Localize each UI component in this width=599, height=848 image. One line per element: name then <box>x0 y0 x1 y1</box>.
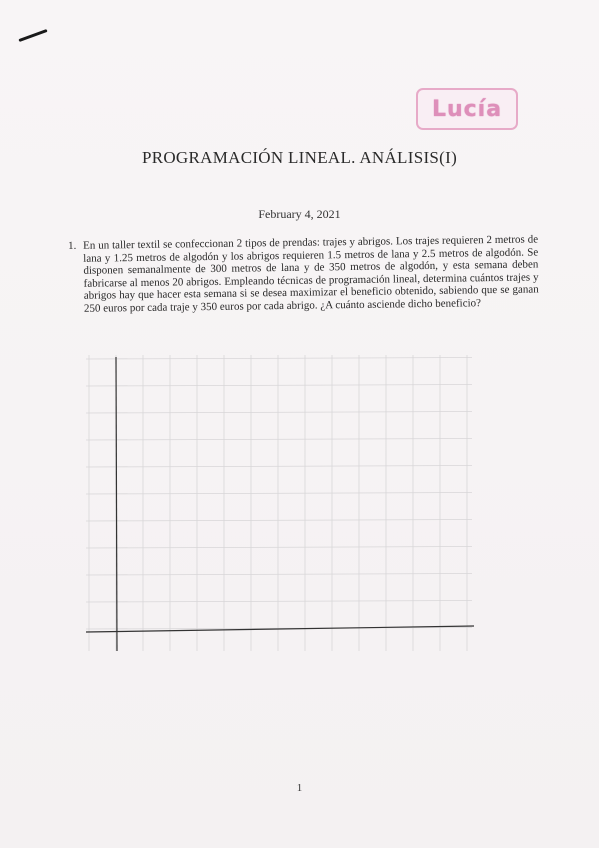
graph-grid <box>86 355 476 655</box>
stamp-text: Lucía <box>431 96 503 122</box>
name-stamp <box>416 88 518 130</box>
grid-line-horizontal <box>86 520 472 522</box>
problem-statement <box>68 233 539 315</box>
exam-date: February 4, 2021 <box>258 207 341 221</box>
grid-line-horizontal <box>86 385 472 387</box>
grid-lines <box>86 355 472 651</box>
grid-line-horizontal <box>86 493 472 495</box>
grid-line-horizontal <box>86 547 472 549</box>
grid-line-horizontal <box>86 574 472 576</box>
grid-line-horizontal <box>86 358 472 360</box>
page-title: PROGRAMACIÓN LINEAL. ANÁLISIS(I) <box>141 148 458 167</box>
problem-number: 1. <box>68 239 77 252</box>
pen-mark <box>18 29 47 42</box>
grid-line-horizontal <box>86 412 472 414</box>
grid-line-horizontal <box>86 466 472 468</box>
grid-line-horizontal <box>86 439 472 441</box>
problem-text: En un taller textil se confeccionan 2 tipos de prendas: trajes y abrigos. Los trajes requieren 2 metros de lana y 1.25 metros de algodón y los abrigos requieren 1.5 metros de lana y 2.5 metros de algodón. Se disponen semanalmente de 300 metros de lana y de 350 metros de algodón, y esta semana deben fabricarse al menos 20 abrigos. Empleando técnicas de programación lineal, determina cuántos trajes y abrigos hay que hacer esta semana si se desea maximizar el beneficio obtenido, sabiendo que se ganan 250 euros por cada traje y 350 euros por cada abrigo. ¿A cuánto asciende dicho beneficio? <box>82 233 539 315</box>
page-number: 1 <box>296 782 303 794</box>
grid-line-horizontal <box>86 601 472 603</box>
